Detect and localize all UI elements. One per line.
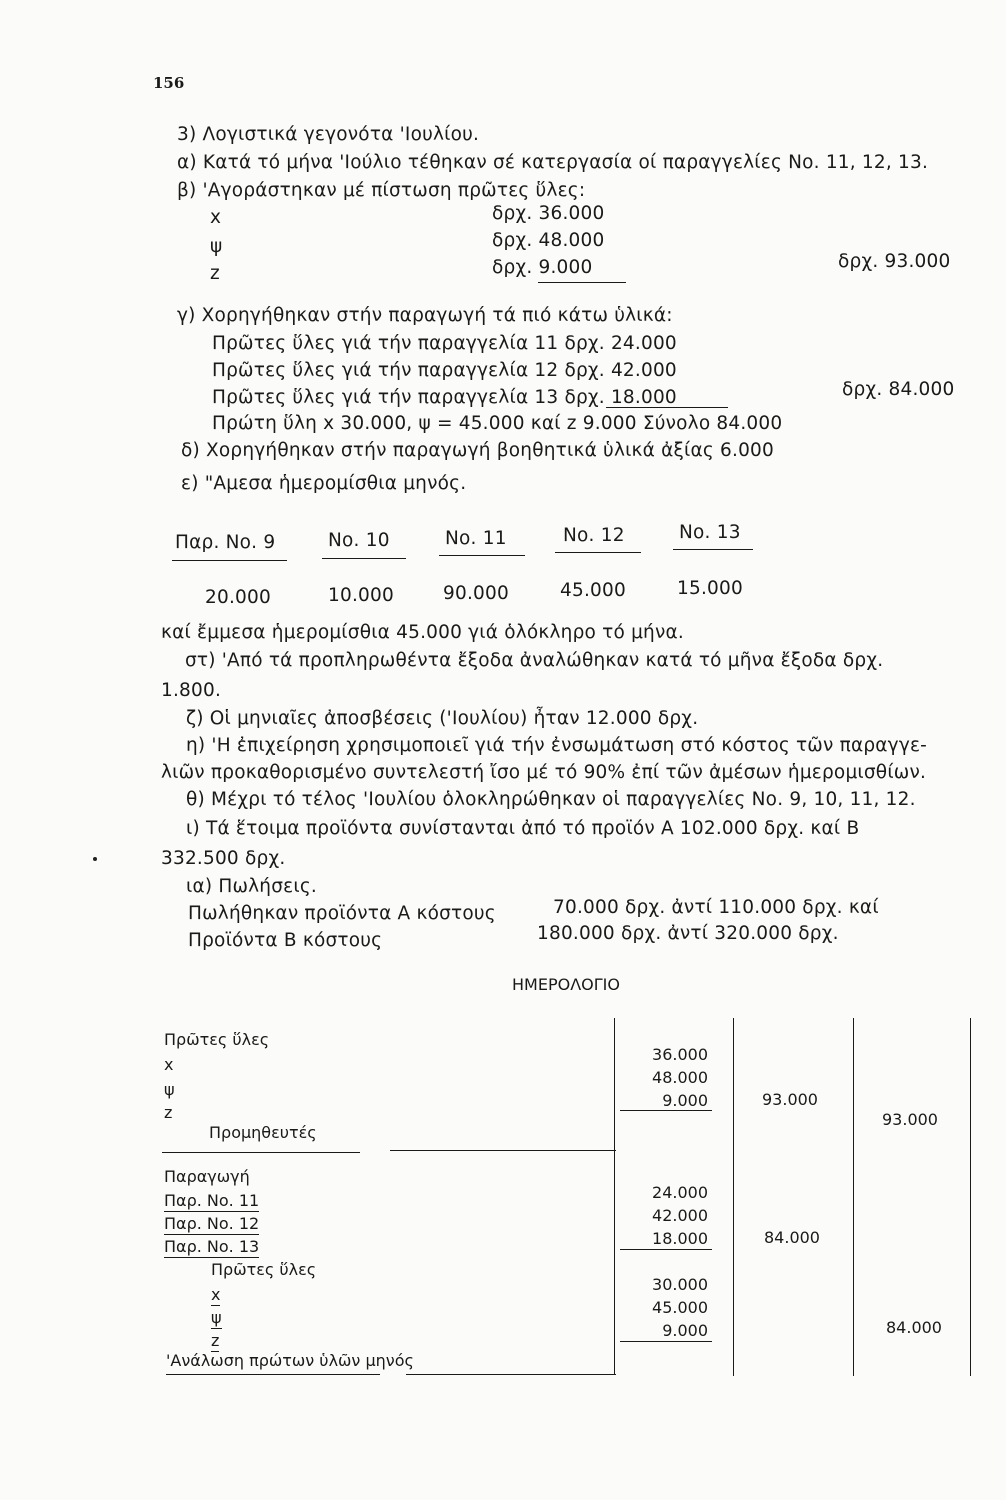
wages-header-rule: [439, 555, 525, 556]
journal-column-rule: [614, 1018, 615, 1374]
sub-account: Παρ. Νο. 13: [164, 1237, 260, 1256]
narration: 'Ανάλωση πρώτων ὑλῶν μηνός: [166, 1351, 414, 1370]
purchase-name: z: [210, 263, 220, 284]
indirect-wages: καί ἔμμεσα ἡμερομίσθια 45.000 γιά ὁλόκληρο τό μήνα.: [161, 622, 684, 643]
debit-total: 84.000: [764, 1228, 820, 1247]
credit-total: 84.000: [886, 1318, 942, 1337]
wages-header: Παρ. Νο. 9: [175, 532, 276, 553]
debit-account: Παραγωγή: [164, 1167, 250, 1186]
item-d: δ) Χορηγήθηκαν στήν παραγωγή βοηθητικά ὑλικά ἀξίας 6.000: [181, 440, 775, 461]
item-st-line1: στ) 'Από τά προπληρωθέντα ἔξοδα ἀναλώθηκαν κατά τό μῆνα ἔξοδα δρχ.: [185, 650, 884, 671]
sub-total-rule: [620, 1110, 712, 1111]
sub-amount: 9.000: [662, 1321, 708, 1340]
item-h-line2: λιῶν προκαθορισμένο συντελεστή ἴσο μέ τό 90% ἐπί τῶν ἀμέσων ἡμερομισθίων.: [161, 762, 927, 783]
wages-value: 15.000: [677, 578, 743, 599]
material-line: Πρῶτες ὕλες γιά τήν παραγγελία 12 δρχ. 42.000: [212, 360, 677, 381]
item-ia: ια) Πωλήσεις.: [186, 876, 317, 897]
sub-account: Παρ. Νο. 12: [164, 1214, 260, 1233]
entry-separator: [162, 1152, 360, 1153]
sales-cost: 70.000 δρχ. ἀντί 110.000 δρχ. καί: [553, 897, 879, 918]
sales-label: Πωλήθηκαν προϊόντα Α κόστους: [188, 903, 496, 924]
item-h-line1: η) 'Η ἐπιχείρηση χρησιμοποιεῖ γιά τήν ἐνσωμάτωση στό κόστος τῶν παραγγε-: [186, 735, 928, 756]
material-line: Πρῶτες ὕλες γιά τήν παραγγελία 13 δρχ. 18.000: [212, 387, 677, 408]
sub-account: x: [164, 1055, 174, 1074]
materials-total: δρχ. 84.000: [842, 379, 955, 400]
journal-column-rule: [853, 1018, 854, 1376]
journal-column-rule: [970, 1018, 971, 1376]
wages-value: 90.000: [443, 583, 509, 604]
entry-separator: [390, 1150, 616, 1151]
entry-separator: [406, 1374, 616, 1375]
wages-header: Νο. 11: [445, 528, 507, 549]
section-title: 3) Λογιστικά γεγονότα 'Ιουλίου.: [177, 124, 480, 145]
material-line: Πρῶτες ὕλες γιά τήν παραγγελία 11 δρχ. 24.000: [212, 333, 677, 354]
sub-account: ψ: [164, 1080, 175, 1099]
item-i-line1: ι) Τά ἕτοιμα προϊόντα συνίστανται ἀπό τό προϊόν Α 102.000 δρχ. καί Β: [186, 818, 860, 839]
purchase-subtotal-rule: [538, 282, 626, 283]
sales-cost: 180.000 δρχ. ἀντί 320.000 δρχ.: [537, 923, 839, 944]
sub-amount: 45.000: [652, 1298, 708, 1317]
journal-title: ΗΜΕΡΟΛΟΓΙΟ: [512, 975, 620, 994]
sub-total-rule: [620, 1341, 712, 1342]
item-b: β) 'Αγοράστηκαν μέ πίστωση πρῶτες ὕλες:: [177, 180, 586, 201]
journal-column-rule: [733, 1018, 734, 1376]
purchase-amount: δρχ. 9.000: [492, 257, 593, 278]
margin-mark: [93, 857, 97, 861]
credit-account: Πρῶτες ὕλες: [211, 1260, 317, 1279]
sub-amount: 42.000: [652, 1206, 708, 1225]
entry-separator: [166, 1374, 380, 1375]
item-c: γ) Χορηγήθηκαν στήν παραγωγή τά πιό κάτω ὑλικά:: [177, 305, 673, 326]
debit-total: 93.000: [762, 1090, 818, 1109]
material-subtotal-rule: [606, 407, 728, 408]
wages-header-rule: [172, 560, 287, 561]
purchase-name: ψ: [210, 236, 223, 257]
materials-breakdown: Πρώτη ὕλη x 30.000, ψ = 45.000 καί z 9.000 Σύνολο 84.000: [212, 413, 783, 434]
wages-header: Νο. 12: [563, 525, 625, 546]
sub-account: x: [211, 1285, 221, 1304]
item-th: θ) Μέχρι τό τέλος 'Ιουλίου ὁλοκληρώθηκαν οἱ παραγγελίες Νο. 9, 10, 11, 12.: [186, 789, 916, 810]
wages-value: 45.000: [560, 580, 626, 601]
item-i-line2: 332.500 δρχ.: [161, 848, 286, 869]
sub-account: z: [211, 1331, 220, 1350]
page-number: 156: [153, 74, 185, 92]
item-st-line2: 1.800.: [161, 680, 222, 701]
sub-account: ψ: [211, 1308, 222, 1327]
wages-header-rule: [555, 552, 641, 553]
sub-amount: 18.000: [652, 1229, 708, 1248]
purchase-name: x: [210, 207, 222, 228]
debit-account: Πρῶτες ὕλες: [164, 1030, 270, 1049]
sub-amount: 48.000: [652, 1068, 708, 1087]
sub-amount: 9.000: [662, 1091, 708, 1110]
sub-total-rule: [620, 1249, 712, 1250]
item-e: ε) "Αμεσα ἡμερομίσθια μηνός.: [181, 473, 467, 494]
sub-amount: 36.000: [652, 1045, 708, 1064]
sub-account: z: [164, 1103, 173, 1122]
purchase-amount: δρχ. 36.000: [492, 203, 605, 224]
sub-amount: 30.000: [652, 1275, 708, 1294]
credit-total: 93.000: [882, 1110, 938, 1129]
purchases-total: δρχ. 93.000: [838, 251, 951, 272]
sub-amount: 24.000: [652, 1183, 708, 1202]
item-a: α) Κατά τό μήνα 'Ιούλιο τέθηκαν σέ κατεργασία οί παραγγελίες Νο. 11, 12, 13.: [177, 152, 929, 173]
credit-account: Προμηθευτές: [209, 1123, 317, 1142]
sub-account: Παρ. Νο. 11: [164, 1191, 260, 1210]
wages-value: 10.000: [328, 585, 394, 606]
purchase-amount: δρχ. 48.000: [492, 230, 605, 251]
sales-label: Προϊόντα Β κόστους: [188, 930, 383, 951]
wages-value: 20.000: [205, 587, 271, 608]
wages-header: Νο. 10: [328, 530, 390, 551]
item-z: ζ) Οἱ μηνιαῖες ἀποσβέσεις ('Ιουλίου) ἦταν 12.000 δρχ.: [186, 708, 699, 729]
wages-header-rule: [322, 558, 406, 559]
wages-header-rule: [673, 549, 753, 550]
wages-header: Νο. 13: [679, 522, 741, 543]
